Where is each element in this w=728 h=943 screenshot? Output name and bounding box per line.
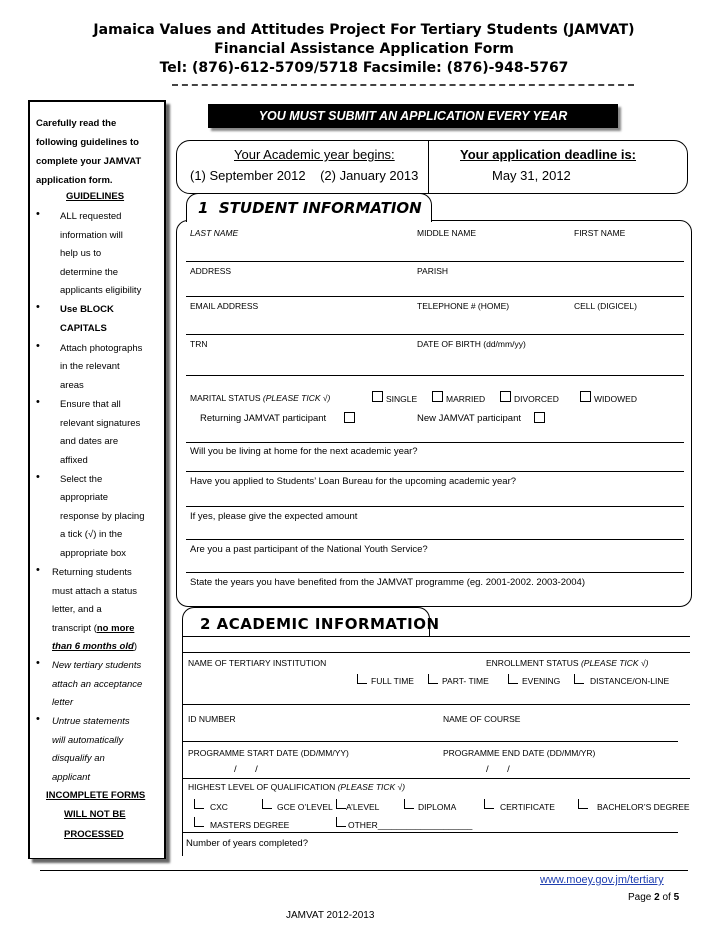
- divorced-label: DIVORCED: [514, 394, 559, 404]
- evening-checkbox[interactable]: [508, 674, 518, 684]
- part-time-checkbox[interactable]: [428, 674, 438, 684]
- distance-checkbox[interactable]: [574, 674, 584, 684]
- field-divider: [186, 334, 684, 335]
- gce-checkbox[interactable]: [262, 799, 272, 809]
- end-date-label: PROGRAMME END DATE (DD/MM/YR): [443, 748, 596, 758]
- submit-every-year-banner: YOU MUST SUBMIT AN APPLICATION EVERY YEAR: [208, 104, 618, 128]
- diploma-checkbox[interactable]: [404, 799, 414, 809]
- field-divider: [182, 778, 690, 779]
- intro-line: following guidelines to: [36, 137, 139, 148]
- guideline-text: information will: [60, 230, 123, 241]
- new-participant-label: New JAMVAT participant: [417, 413, 522, 424]
- other-checkbox[interactable]: [336, 817, 346, 827]
- widowed-label: WIDOWED: [594, 394, 637, 404]
- guideline-text: than 6 months old): [52, 641, 137, 652]
- warning-text: WILL NOT BE: [64, 809, 126, 820]
- form-title: Jamaica Values and Attitudes Project For Tertiary Students (JAMVAT): [93, 22, 635, 38]
- alevel-checkbox[interactable]: [336, 799, 346, 809]
- guideline-text: will automatically: [52, 735, 124, 746]
- alevel-label: A’LEVEL: [346, 802, 380, 812]
- guideline-text: help us to: [60, 248, 102, 259]
- field-divider: [186, 375, 684, 376]
- section-divider: [182, 636, 690, 637]
- bullet-icon: •: [36, 471, 40, 483]
- form-subtitle: Financial Assistance Application Form: [214, 41, 514, 57]
- widowed-checkbox[interactable]: [580, 391, 591, 402]
- guideline-text: letter: [52, 697, 74, 708]
- guideline-text: in the relevant: [60, 361, 120, 372]
- field-divider: [186, 471, 684, 472]
- field-divider: [182, 704, 690, 705]
- marital-status-label: MARITAL STATUS (PLEASE TICK √): [190, 393, 331, 403]
- guidelines-sidebar: [28, 100, 166, 859]
- married-label: MARRIED: [446, 394, 486, 404]
- guideline-text: and dates are: [60, 436, 119, 447]
- trn-label: TRN: [190, 339, 208, 349]
- guideline-text: applicant: [52, 772, 91, 783]
- guideline-text: a tick (√) in the: [60, 529, 123, 540]
- deadline-label: Your application deadline is:: [460, 147, 637, 162]
- deadline-value: May 31, 2012: [492, 168, 571, 183]
- warning-text: INCOMPLETE FORMS: [46, 790, 146, 801]
- guideline-text: areas: [60, 380, 84, 391]
- guideline-text: letter, and a: [52, 604, 102, 615]
- parish-label: PARISH: [417, 266, 449, 276]
- field-divider: [186, 572, 684, 573]
- ministry-link[interactable]: www.moey.gov.jm/tertiary: [540, 874, 664, 886]
- bullet-icon: •: [36, 713, 40, 725]
- evening-label: EVENING: [522, 676, 561, 686]
- full-time-label: FULL TIME: [371, 676, 414, 686]
- year-begins-value: (1) September 2012 (2) January 2013: [190, 168, 419, 183]
- certificate-checkbox[interactable]: [484, 799, 494, 809]
- guideline-text: must attach a status: [52, 586, 138, 597]
- intro-line: application form.: [36, 175, 113, 186]
- years-benefited-question: State the years you have benefited from the JAMVAT programme (eg. 2001-2002. 2003-2004): [190, 577, 586, 588]
- end-date-slashes: / /: [486, 764, 510, 775]
- guideline-text: response by placing: [60, 511, 145, 522]
- new-participant-checkbox[interactable]: [534, 412, 545, 423]
- dob-label: DATE OF BIRTH (dd/mm/yy): [417, 339, 526, 349]
- last-name-label: LAST NAME: [190, 228, 239, 238]
- part-time-label: PART- TIME: [442, 676, 489, 686]
- field-divider: [186, 296, 684, 297]
- intro-line: complete your JAMVAT: [36, 156, 142, 167]
- field-divider: [186, 539, 684, 540]
- page-number: Page 2 of 5: [628, 892, 680, 903]
- guideline-text: Use BLOCK: [60, 304, 114, 315]
- first-name-label: FIRST NAME: [574, 228, 626, 238]
- bachelor-checkbox[interactable]: [578, 799, 588, 809]
- course-name-label: NAME OF COURSE: [443, 714, 521, 724]
- guideline-text: Untrue statements: [52, 716, 130, 727]
- cxc-label: CXC: [210, 802, 228, 812]
- bullet-icon: •: [36, 301, 40, 313]
- living-at-home-question: Will you be living at home for the next academic year?: [190, 446, 418, 457]
- guidelines-title: GUIDELINES: [66, 191, 125, 202]
- enrollment-status-label: ENROLLMENT STATUS (PLEASE TICK √): [486, 658, 649, 668]
- nys-question: Are you a past participant of the National Youth Service?: [190, 544, 428, 555]
- certificate-label: CERTIFICATE: [500, 802, 555, 812]
- bachelor-label: BACHELOR’S DEGREE: [597, 802, 690, 812]
- single-checkbox[interactable]: [372, 391, 383, 402]
- middle-name-label: MIDDLE NAME: [417, 228, 477, 238]
- guideline-text: appropriate: [60, 492, 109, 503]
- bullet-icon: •: [36, 657, 40, 669]
- masters-checkbox[interactable]: [194, 817, 204, 827]
- guideline-text: Attach photographs: [60, 343, 143, 354]
- bullet-icon: •: [36, 396, 40, 408]
- year-box-divider: [428, 140, 429, 193]
- full-time-checkbox[interactable]: [357, 674, 367, 684]
- expected-amount-question: If yes, please give the expected amount: [190, 511, 358, 522]
- start-date-label: PROGRAMME START DATE (DD/MM/YY): [188, 748, 349, 758]
- guideline-text: ALL requested: [60, 211, 122, 222]
- cxc-checkbox[interactable]: [194, 799, 204, 809]
- masters-label: MASTERS DEGREE: [210, 820, 290, 830]
- years-completed-label: Number of years completed?: [186, 838, 308, 849]
- contact-info: Tel: (876)-612-5709/5718 Facsimile: (876)-948-5767: [159, 60, 569, 76]
- loan-bureau-question: Have you applied to Students’ Loan Bureau for the upcoming academic year?: [190, 476, 517, 487]
- field-divider: [186, 506, 684, 507]
- single-label: SINGLE: [386, 394, 418, 404]
- guideline-text: attach an acceptance: [52, 679, 143, 690]
- gce-label: GCE O’LEVEL: [277, 802, 333, 812]
- start-date-slashes: / /: [234, 764, 258, 775]
- student-info-title: 1 STUDENT INFORMATION: [198, 199, 422, 217]
- footer-divider: [40, 870, 688, 871]
- guideline-text: CAPITALS: [60, 323, 107, 334]
- field-divider: [186, 442, 684, 443]
- field-divider: [182, 832, 678, 833]
- returning-participant-checkbox[interactable]: [344, 412, 355, 423]
- guideline-text: New tertiary students: [52, 660, 142, 671]
- guideline-text: transcript (no more: [52, 623, 135, 634]
- form-code: JAMVAT 2012-2013: [286, 910, 375, 921]
- bullet-icon: •: [36, 564, 40, 576]
- field-divider: [182, 652, 690, 653]
- returning-participant-label: Returning JAMVAT participant: [200, 413, 327, 424]
- id-number-label: ID NUMBER: [188, 714, 236, 724]
- cell-label: CELL (DIGICEL): [574, 301, 637, 311]
- warning-text: PROCESSED: [64, 829, 124, 840]
- field-divider: [186, 261, 684, 262]
- telephone-home-label: TELEPHONE # (HOME): [417, 301, 510, 311]
- married-checkbox[interactable]: [432, 391, 443, 402]
- header-divider: [172, 84, 634, 86]
- divorced-checkbox[interactable]: [500, 391, 511, 402]
- guideline-text: Ensure that all: [60, 399, 121, 410]
- guideline-text: affixed: [60, 455, 88, 466]
- guideline-text: Returning students: [52, 567, 132, 578]
- guideline-text: relevant signatures: [60, 418, 141, 429]
- academic-info-title: 2 ACADEMIC INFORMATION: [200, 615, 440, 633]
- year-begins-label: Your Academic year begins:: [234, 147, 395, 162]
- field-divider: [182, 741, 678, 742]
- diploma-label: DIPLOMA: [418, 802, 457, 812]
- bullet-icon: •: [36, 208, 40, 220]
- guideline-text: applicants eligibility: [60, 285, 142, 296]
- email-label: EMAIL ADDRESS: [190, 301, 259, 311]
- guideline-text: disqualify an: [52, 753, 105, 764]
- qualification-label: HIGHEST LEVEL OF QUALIFICATION (PLEASE TICK √): [188, 782, 406, 792]
- address-label: ADDRESS: [190, 266, 232, 276]
- academic-left-border: [182, 636, 183, 856]
- intro-line: Carefully read the: [36, 118, 117, 129]
- guideline-text: determine the: [60, 267, 119, 278]
- guideline-text: appropriate box: [60, 548, 127, 559]
- other-label: OTHER____________________: [348, 820, 473, 830]
- distance-label: DISTANCE/ON-LINE: [590, 676, 670, 686]
- bullet-icon: •: [36, 340, 40, 352]
- guideline-text: Select the: [60, 474, 103, 485]
- institution-label: NAME OF TERTIARY INSTITUTION: [188, 658, 327, 668]
